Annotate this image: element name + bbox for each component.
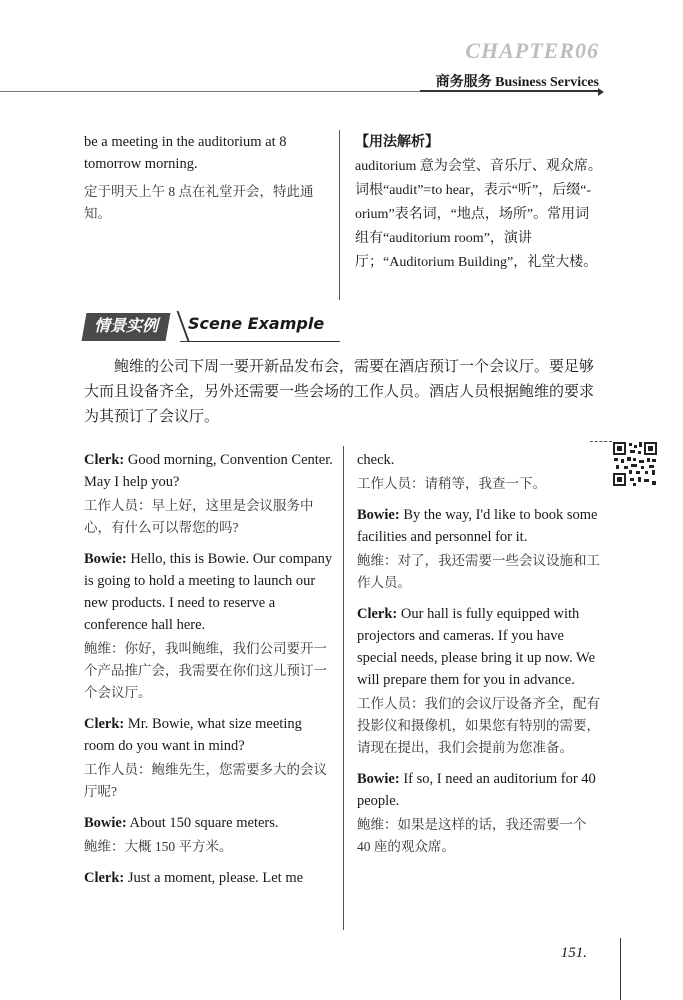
dialogue-entry bbox=[357, 603, 603, 759]
dialogue-entry bbox=[357, 768, 603, 858]
dialogue-en: Good morning, Convention Center. May I help you? bbox=[84, 452, 333, 490]
usage-text: auditorium 意为会堂、音乐厅、观众席。词根“audit”=to hear，表示“听”，后缀“-orium”表名词，“地点，场所”。常用词组有“auditorium room”，演讲厅；“Auditorium Building”，礼堂大楼。 bbox=[355, 159, 602, 270]
dialogue-zh: 鲍维：如果是这样的话，我还需要一个 40 座的观众席。 bbox=[357, 817, 587, 854]
dialogue-en: Just a moment, please. Let me bbox=[127, 870, 304, 886]
usage-heading: 【用法解析】 bbox=[355, 135, 439, 150]
speaker-label: Clerk: bbox=[84, 870, 125, 886]
speaker-label: Bowie: bbox=[357, 507, 400, 523]
speaker-label: Bowie: bbox=[84, 551, 127, 567]
dialogue-zh: 工作人员：请稍等，我查一下。 bbox=[357, 476, 546, 491]
dialogue-entry bbox=[84, 548, 334, 704]
speaker-label: Bowie: bbox=[357, 771, 400, 787]
qr-dash-line bbox=[590, 441, 612, 442]
speaker-label: Bowie: bbox=[84, 815, 127, 831]
column-divider-dialogue bbox=[343, 446, 344, 930]
dialogue-entry bbox=[357, 449, 603, 495]
dialogue-right-column bbox=[357, 449, 603, 867]
chapter-label: CHAPTER06 bbox=[465, 38, 599, 63]
dialogue-en: check. bbox=[357, 452, 395, 468]
dialogue-entry bbox=[357, 504, 603, 594]
section-title: 商务服务 Business Services bbox=[435, 75, 599, 90]
scene-underline bbox=[180, 341, 340, 342]
dialogue-zh: 鲍维：大概 150 平方米。 bbox=[84, 839, 233, 854]
header-rule-accent bbox=[420, 90, 600, 92]
dialogue-en: Hello, this is Bowie. Our company is going to hold a meeting to launch our new products. I need to reserve a conference hall here. bbox=[84, 551, 333, 633]
dialogue-zh: 工作人员：鲍维先生，您需要多大的会议厅呢? bbox=[84, 762, 327, 799]
column-divider-top bbox=[339, 130, 340, 300]
dialogue-zh: 工作人员：早上好，这里是会议服务中心，有什么可以帮您的吗? bbox=[84, 498, 314, 535]
dialogue-zh: 鲍维：你好，我叫鲍维，我们公司要开一个产品推广会，我需要在你们这儿预订一个会议厅。 bbox=[84, 641, 327, 700]
speaker-label: Clerk: bbox=[357, 606, 398, 622]
speaker-label: Clerk: bbox=[84, 716, 125, 732]
header-arrow-icon bbox=[598, 88, 604, 96]
dialogue-zh: 工作人员：我们的会议厅设备齐全，配有投影仪和摄像机，如果您有特别的需要，请现在提出，我们会提前为您准备。 bbox=[357, 696, 600, 755]
dialogue-en: Our hall is fully equipped with projectors and cameras. If you have special needs, please bring it up now. We will prepare them for you in advance. bbox=[357, 606, 596, 688]
dialogue-zh: 鲍维：对了，我还需要一些会议设施和工作人员。 bbox=[357, 553, 600, 590]
dialogue-en: If so, I need an auditorium for 40 people. bbox=[357, 771, 596, 809]
dialogue-entry bbox=[84, 812, 334, 858]
top-left-text bbox=[84, 131, 316, 225]
top-left-en: be a meeting in the auditorium at 8 tomorrow morning. bbox=[84, 134, 287, 172]
dialogue-entry bbox=[84, 867, 334, 889]
dialogue-left-column bbox=[84, 449, 334, 898]
scene-intro: 鲍维的公司下周一要开新品发布会，需要在酒店预订一个会议厅。要足够大而且设备齐全，另外还需要一些会场的工作人员。酒店人员根据鲍维的要求为其预订了会议厅。 bbox=[84, 359, 595, 425]
dialogue-en: By the way, I'd like to book some facilities and personnel for it. bbox=[357, 507, 598, 545]
dialogue-en: About 150 square meters. bbox=[129, 815, 279, 831]
chevron-icon bbox=[171, 311, 190, 341]
scene-badge-label: 情景实例 bbox=[93, 318, 158, 335]
scene-badge bbox=[82, 313, 171, 341]
dialogue-entry bbox=[84, 449, 334, 539]
footer-rule bbox=[620, 938, 621, 1000]
top-left-zh: 定于明天上午 8 点在礼堂开会，特此通知。 bbox=[84, 184, 314, 221]
dialogue-entry bbox=[84, 713, 334, 803]
usage-note bbox=[355, 131, 603, 275]
page-number: 151. bbox=[560, 945, 587, 961]
scene-title-en: Scene Example bbox=[188, 314, 325, 333]
qr-code-icon bbox=[612, 441, 658, 487]
speaker-label: Clerk: bbox=[84, 452, 125, 468]
dialogue-en: Mr. Bowie, what size meeting room do you want in mind? bbox=[84, 716, 302, 754]
scene-example-heading bbox=[84, 309, 344, 343]
